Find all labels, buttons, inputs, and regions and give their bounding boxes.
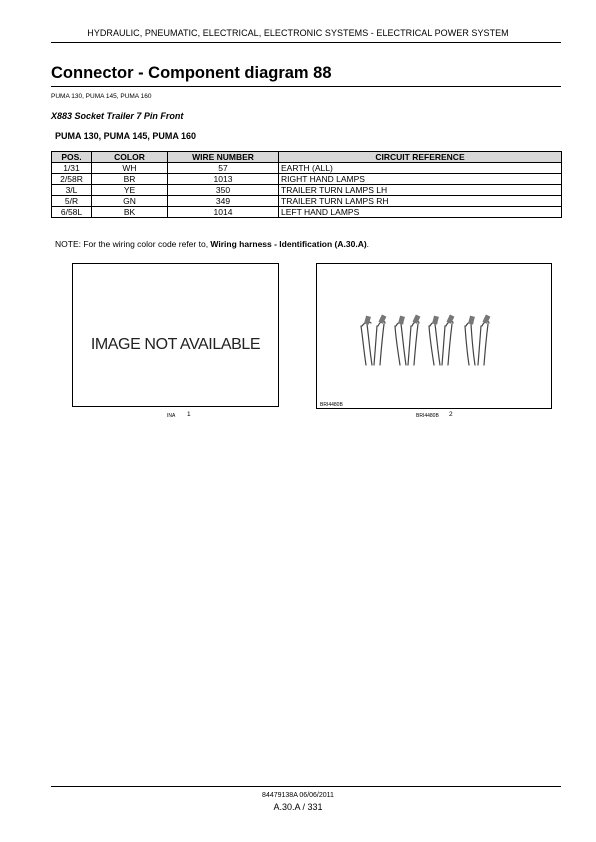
cell-color: BK — [92, 207, 168, 218]
figure-2-code: BRI4480B — [416, 413, 439, 419]
document-code: 84479138A 06/06/2011 — [262, 792, 334, 799]
cell-color: YE — [92, 185, 168, 196]
table-row — [52, 174, 562, 185]
cell-pos: 2/58R — [52, 174, 92, 185]
header-rule — [51, 42, 561, 43]
cell-pos: 5/R — [52, 196, 92, 207]
image-not-available-label: IMAGE NOT AVAILABLE — [90, 336, 261, 353]
cell-circuit-reference: TRAILER TURN LAMPS LH — [279, 185, 562, 196]
cell-pos: 6/58L — [52, 207, 92, 218]
table-header-row — [52, 152, 562, 163]
cell-circuit-reference: LEFT HAND LAMPS — [279, 207, 562, 218]
cell-wire-number: 350 — [168, 185, 279, 196]
table-row — [52, 207, 562, 218]
wiring-harness-link[interactable]: Wiring harness - Identification (A.30.A) — [210, 239, 367, 249]
cell-wire-number: 1014 — [168, 207, 279, 218]
col-header-wire-number: WIRE NUMBER — [168, 152, 279, 163]
figure-2-inner-code: BRI4480B — [320, 402, 343, 408]
table-row — [52, 196, 562, 207]
figure-1-frame — [72, 263, 279, 407]
cell-pos: 1/31 — [52, 163, 92, 174]
col-header-pos: POS. — [52, 152, 92, 163]
wiring-note — [55, 239, 369, 249]
footer-rule — [51, 786, 561, 787]
figure-2-frame — [316, 263, 552, 409]
connector-subtitle: X883 Socket Trailer 7 Pin Front — [51, 111, 184, 121]
wire-terminals-illustration — [357, 310, 507, 370]
page-number: A.30.A / 331 — [273, 802, 323, 812]
cell-color: WH — [92, 163, 168, 174]
cell-circuit-reference: EARTH (ALL) — [279, 163, 562, 174]
figure-1-number: 1 — [187, 411, 191, 418]
cell-color: BR — [92, 174, 168, 185]
figure-2-number: 2 — [449, 411, 453, 418]
models-list: PUMA 130, PUMA 145, PUMA 160 — [51, 93, 152, 100]
cell-pos: 3/L — [52, 185, 92, 196]
wiring-table — [51, 151, 562, 218]
col-header-circuit-reference: CIRCUIT REFERENCE — [279, 152, 562, 163]
title-rule — [51, 86, 561, 87]
cell-color: GN — [92, 196, 168, 207]
cell-circuit-reference: RIGHT HAND LAMPS — [279, 174, 562, 185]
cell-wire-number: 349 — [168, 196, 279, 207]
figure-1-code: INA — [167, 413, 176, 419]
table-row — [52, 185, 562, 196]
page-title: Connector - Component diagram 88 — [51, 64, 332, 82]
table-row — [52, 163, 562, 174]
cell-circuit-reference: TRAILER TURN LAMPS RH — [279, 196, 562, 207]
note-suffix: . — [366, 239, 370, 249]
note-text: NOTE: For the wiring color code refer to, — [55, 239, 211, 249]
cell-wire-number: 57 — [168, 163, 279, 174]
cell-wire-number: 1013 — [168, 174, 279, 185]
col-header-color: COLOR — [92, 152, 168, 163]
page-header: HYDRAULIC, PNEUMATIC, ELECTRICAL, ELECTRONIC SYSTEMS - ELECTRICAL POWER SYSTEM — [87, 28, 509, 38]
models-heading: PUMA 130, PUMA 145, PUMA 160 — [55, 131, 197, 141]
